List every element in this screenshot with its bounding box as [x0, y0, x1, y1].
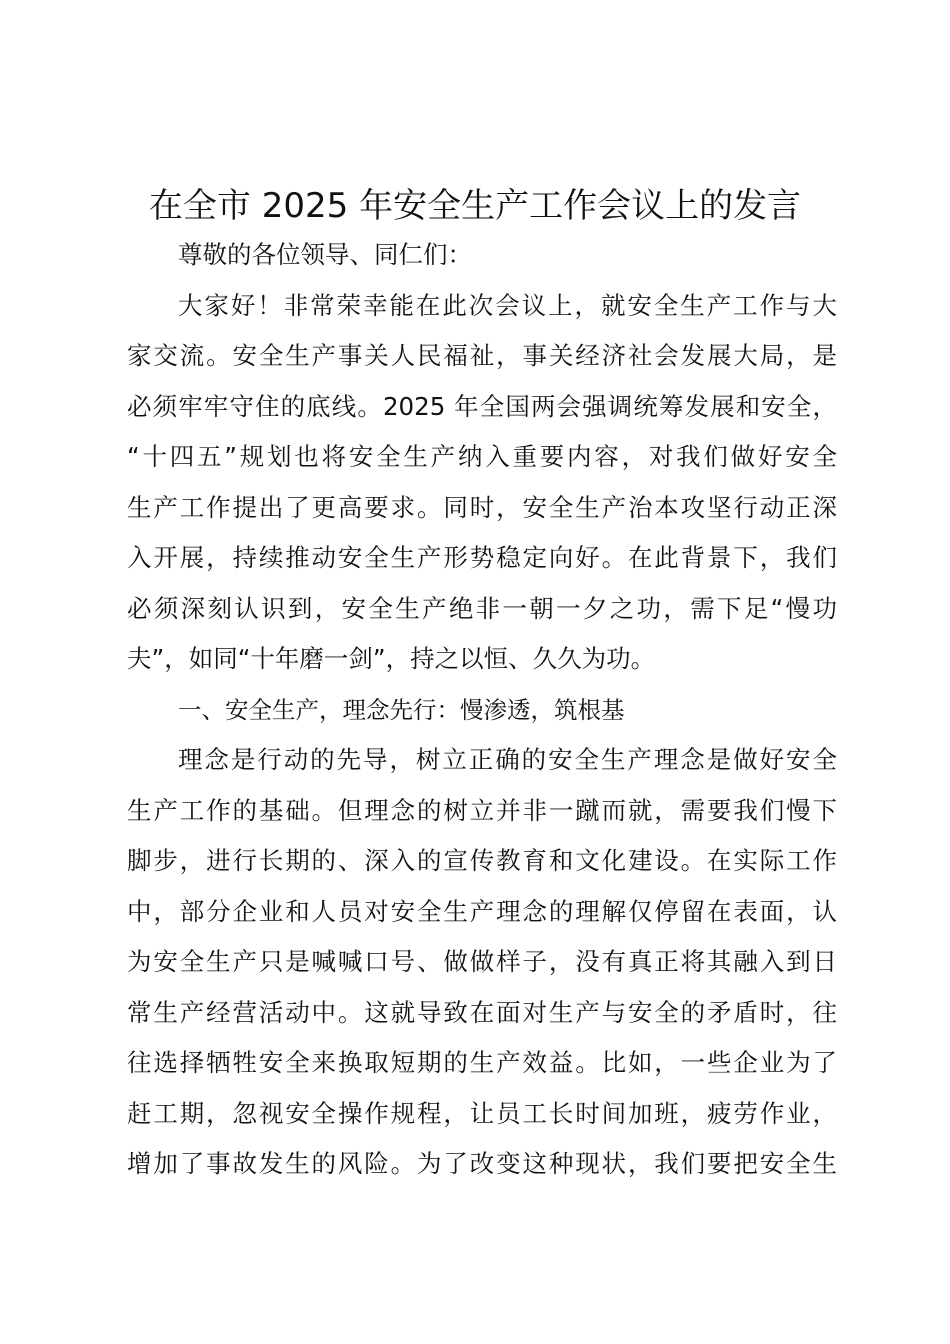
- document-title: 在全市 2025 年安全生产工作会议上的发言: [148, 186, 802, 226]
- document-body: [127, 230, 837, 1190]
- paragraph-line: 中，部分企业和人员对安全生产理念的理解仅停留在表面，认: [127, 896, 837, 926]
- paragraph-line: 大家好！非常荣幸能在此次会议上，就安全生产工作与大: [178, 290, 837, 320]
- salutation: 尊敬的各位领导、同仁们：: [178, 240, 472, 269]
- paragraph-line: 必须牢牢守住的底线。2025 年全国两会强调统筹发展和安全，: [127, 391, 837, 421]
- paragraph-line: 常生产经营活动中。这就导致在面对生产与安全的矛盾时，往: [127, 997, 837, 1027]
- paragraph-line: 生产工作提出了更高要求。同时，安全生产治本攻坚行动正深: [127, 492, 837, 522]
- paragraph-line: 理念是行动的先导，树立正确的安全生产理念是做好安全: [178, 745, 837, 774]
- paragraph-line: 入开展，持续推动安全生产形势稳定向好。在此背景下，我们: [127, 543, 837, 572]
- paragraph-line: 必须深刻认识到，安全生产绝非一朝一夕之功，需下足“慢功: [127, 593, 837, 623]
- paragraph-line: 家交流。安全生产事关人民福祉，事关经济社会发展大局，是: [127, 341, 837, 370]
- paragraph-line: 赶工期，忽视安全操作规程，让员工长时间加班，疲劳作业，: [127, 1098, 837, 1128]
- paragraph-line: 为安全生产只是喊喊口号、做做样子，没有真正将其融入到日: [127, 947, 837, 976]
- section-heading: 一、安全生产，理念先行：慢渗透，筑根基: [178, 695, 625, 724]
- paragraph-line: 增加了事故发生的风险。为了改变这种现状，我们要把安全生: [127, 1149, 837, 1178]
- paragraph-line: 生产工作的基础。但理念的树立并非一蹴而就，需要我们慢下: [127, 795, 837, 825]
- paragraph-line: 脚步，进行长期的、深入的宣传教育和文化建设。在实际工作: [127, 846, 837, 875]
- paragraph-line: “十四五”规划也将安全生产纳入重要内容，对我们做好安全: [127, 442, 837, 471]
- paragraph-line: 夫”，如同“十年磨一剑”，持之以恒、久久为功。: [127, 644, 656, 673]
- paragraph-line: 往选择牺牲安全来换取短期的生产效益。比如，一些企业为了: [127, 1048, 837, 1077]
